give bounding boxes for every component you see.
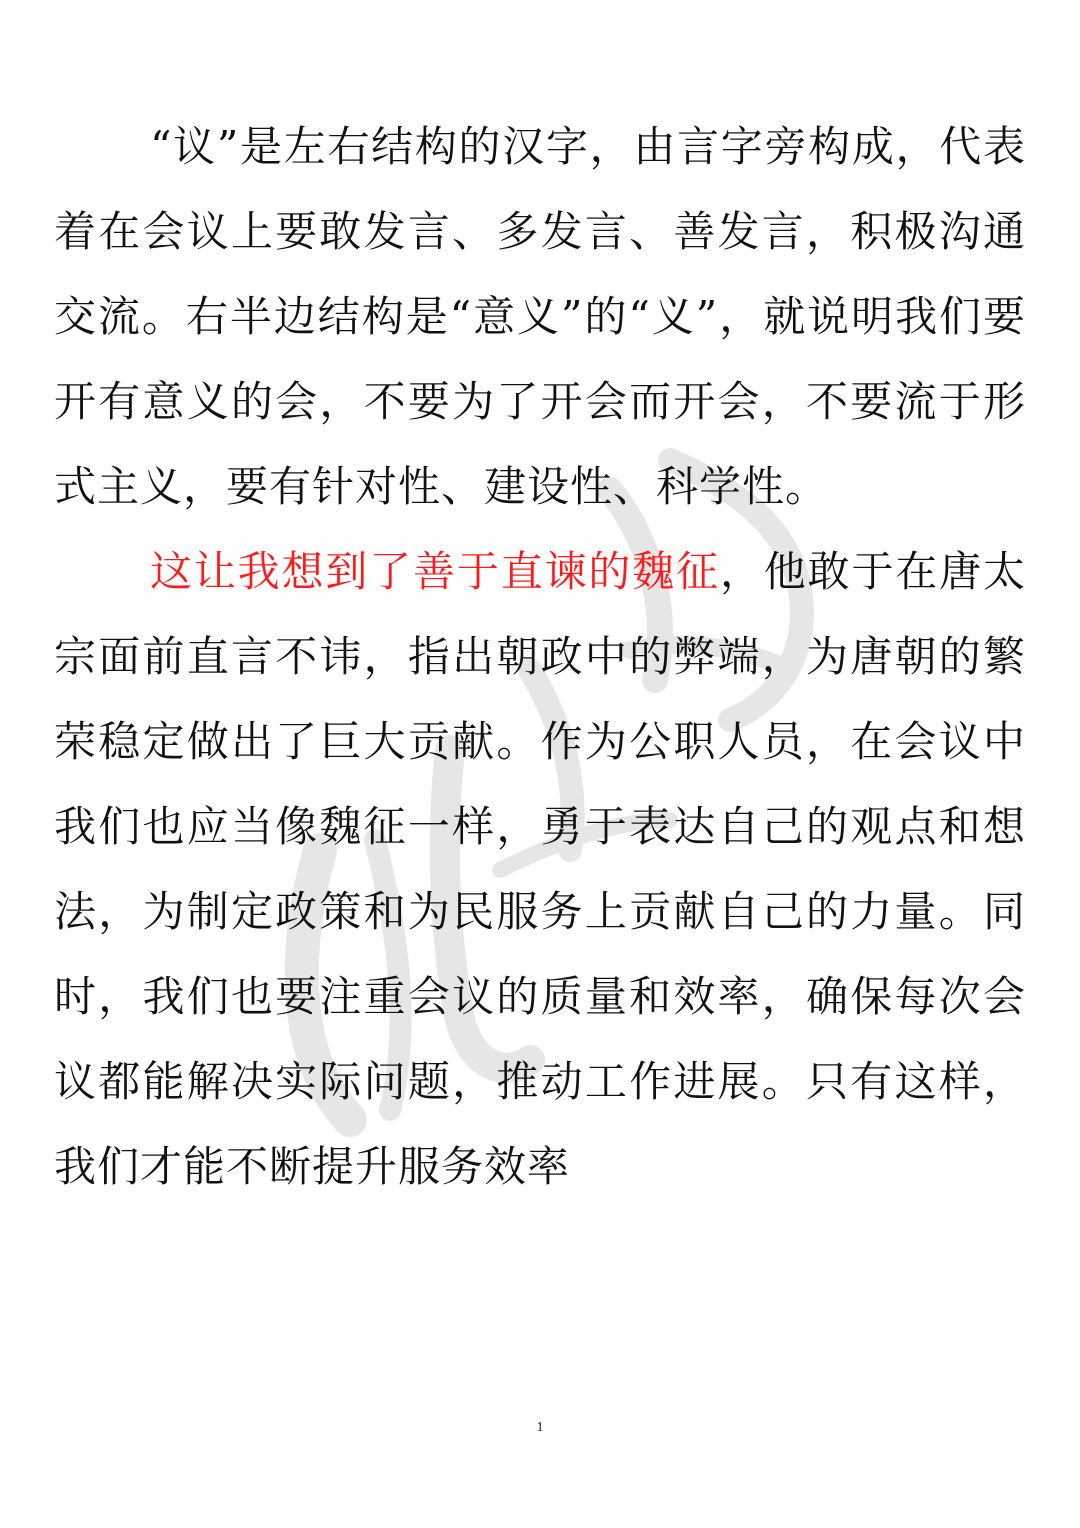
paragraph-2-text: ，他敢于在唐太宗面前直言不讳，指出朝政中的弊端，为唐朝的繁荣稳定做出了巨大贡献。作为公职人员，在会议中我们也应当像魏征一样，勇于表达自己的观点和想法，为制定政策和为民服务上贡献自己的力量。同时，我们也要注重会议的质量和效率，确保每次会议都能解决实际问题，推动工作进展。只有这样，我们才能不断提升服务效率	[54, 547, 1026, 1191]
page-number: 1	[536, 1420, 544, 1435]
paragraph-2	[54, 529, 1026, 1209]
paragraph-1	[54, 104, 1026, 529]
paragraph-1-text: “议”是左右结构的汉字，由言字旁构成，代表着在会议上要敢发言、多发言、善发言，积极沟通交流。右半边结构是“意义”的“义”，就说明我们要开有意义的会，不要为了开会而开会，不要流于形式主义，要有针对性、建设性、科学性。	[54, 122, 1026, 511]
paragraph-2-highlight: 这让我想到了善于直谏的魏征	[150, 547, 720, 596]
document-body	[54, 104, 1026, 1209]
